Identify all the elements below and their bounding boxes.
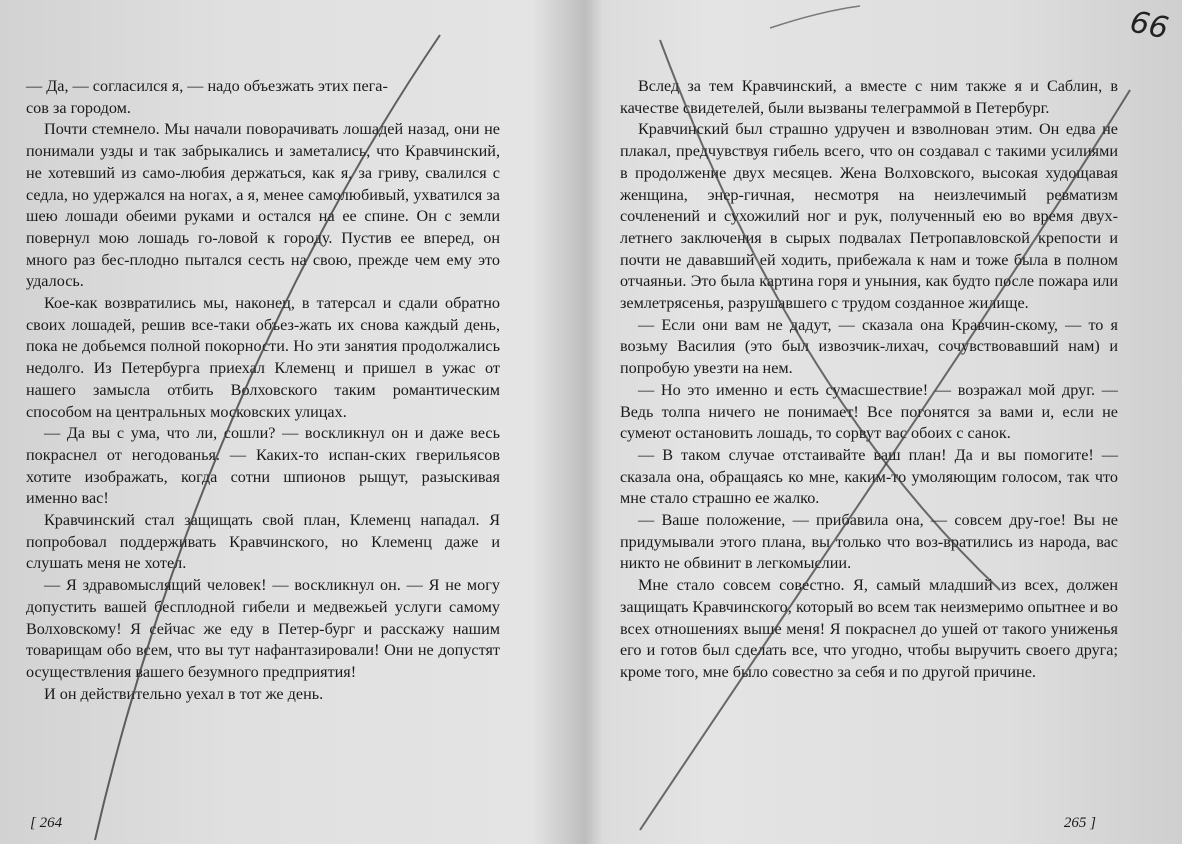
right-paragraph-6: — Ваше положение, — прибавила она, — совсем дру-гое! Вы не придумывали этого плана, вы только что воз-вратились из народа, вас никто не обвинит в легкомыслии. bbox=[620, 511, 1118, 573]
handwritten-folio-mark: 66 bbox=[1126, 4, 1172, 47]
right-paragraph-2: Кравчинский был страшно удручен и взволнован этим. Он едва не плакал, предчувствуя гибель всего, что он создавал с такими усилиями в продолжение двух месяцев. Жена Волховского, высокая худощавая женщина, энер-гичная, несмотря на неизлечимый ревматизм сочленений и сухожилий ног и рук, полученный ею во время двух-летнего заключения в сырых подвалах Петропавловской крепости и почти не дававший ей ходить, прибежала к нам и тоже была в полном отчаяньи. Это была картина горя и уныния, как будто после пожара или землетрясенья, разрушавшего с трудом созданное жилище. bbox=[620, 120, 1118, 313]
right-page bbox=[588, 0, 1182, 844]
left-paragraph-7: И он действительно уехал в тот же день. bbox=[44, 684, 324, 703]
right-paragraph-7: Мне стало совсем совестно. Я, самый младший из всех, должен защищать Кравчинского, который во всем так неизмеримо опытнее и во всех отношениях выше меня! Я покраснел до ушей от такого униженья его и готов был сделать все, что угодно, чтобы выручить своего друга; кроме того, мне было совестно за себя и по другой причине. bbox=[620, 576, 1118, 681]
right-paragraph-3: — Если они вам не дадут, — сказала она Кравчин-скому, — то я возьму Василия (это был извозчик-лихач, сочувствовавший нам) и попробую увезти на нем. bbox=[620, 315, 1118, 378]
left-paragraph-3: Кое-как возвратились мы, наконец, в татерсал и сдали обратно своих лошадей, решив все-таки объез-жать их снова каждый день, пока не добьемся полной покорности. Но эти занятия продолжались недолго. Из Петербурга приехал Клеменц и пришел в ужас от нашего замысла отбить Волховского таким романтическим способом на центральных московских улицах. bbox=[26, 294, 500, 421]
left-paragraph-4: — Да вы с ума, что ли, сошли? — воскликнул он и даже весь покраснел от негодованья. — Каких-то испан-ских гверильясов хотите изображать, когда сотни шпионов рыщут, разыскивая именно вас! bbox=[26, 424, 500, 508]
left-paragraph-6: — Я здравомыслящий человек! — воскликнул он. — Я не могу допустить вашей бесплодной гибели и медвежьей услуги самому Волховскому! Я сейчас же еду в Петер-бург и расскажу нашим товарищам обо всем, что вы тут нафантазировали! Они не допустят осуществления вашего безумного предприятия! bbox=[26, 576, 500, 681]
left-page bbox=[0, 0, 560, 844]
left-paragraph-5: Кравчинский стал защищать свой план, Клеменц нападал. Я попробовал поддерживать Кравчинского, но Клеменц даже и слушать меня не хотел. bbox=[26, 511, 500, 573]
right-page-number: 265 ] bbox=[1063, 815, 1096, 831]
left-paragraph-2: Почти стемнело. Мы начали поворачивать лошадей назад, они не понимали узды и так забрыкались и заметались, что Кравчинский, не хотевший из само-любия держаться, как я, за гриву, свалился с седла, но удержался на ногах, а я, менее самолюбивый, ухватился за шею лошади обеими руками и остался на ее спине. Он с земли повернул мою лошадь го-ловой к городу. Пустив ее вперед, он много раз бес-плодно пытался сесть на свою, прежде чем ему это удалось. bbox=[26, 120, 500, 291]
left-paragraph-1: — Да, — согласился я, — надо объезжать этих пега- сов за городом. bbox=[26, 77, 388, 117]
right-paragraph-5: — В таком случае отстаивайте ваш план! Да и вы помогите! — сказала она, обращаясь ко мне, каким-то умоляющим голосом, так что мне стало страшно ее жалко. bbox=[620, 445, 1118, 508]
left-page-number: [ 264 bbox=[30, 815, 63, 831]
right-paragraph-1: Вслед за тем Кравчинский, а вместе с ним также я и Саблин, в качестве свидетелей, были вызваны телеграммой в Петербург. bbox=[620, 77, 1118, 117]
right-paragraph-4: — Но это именно и есть сумасшествие! — возражал мой друг. — Ведь толпа ничего не понимает! Все погонятся за вами и, если не сумеют остановить лошадь, то сорвут вас обоих с санок. bbox=[620, 380, 1118, 443]
